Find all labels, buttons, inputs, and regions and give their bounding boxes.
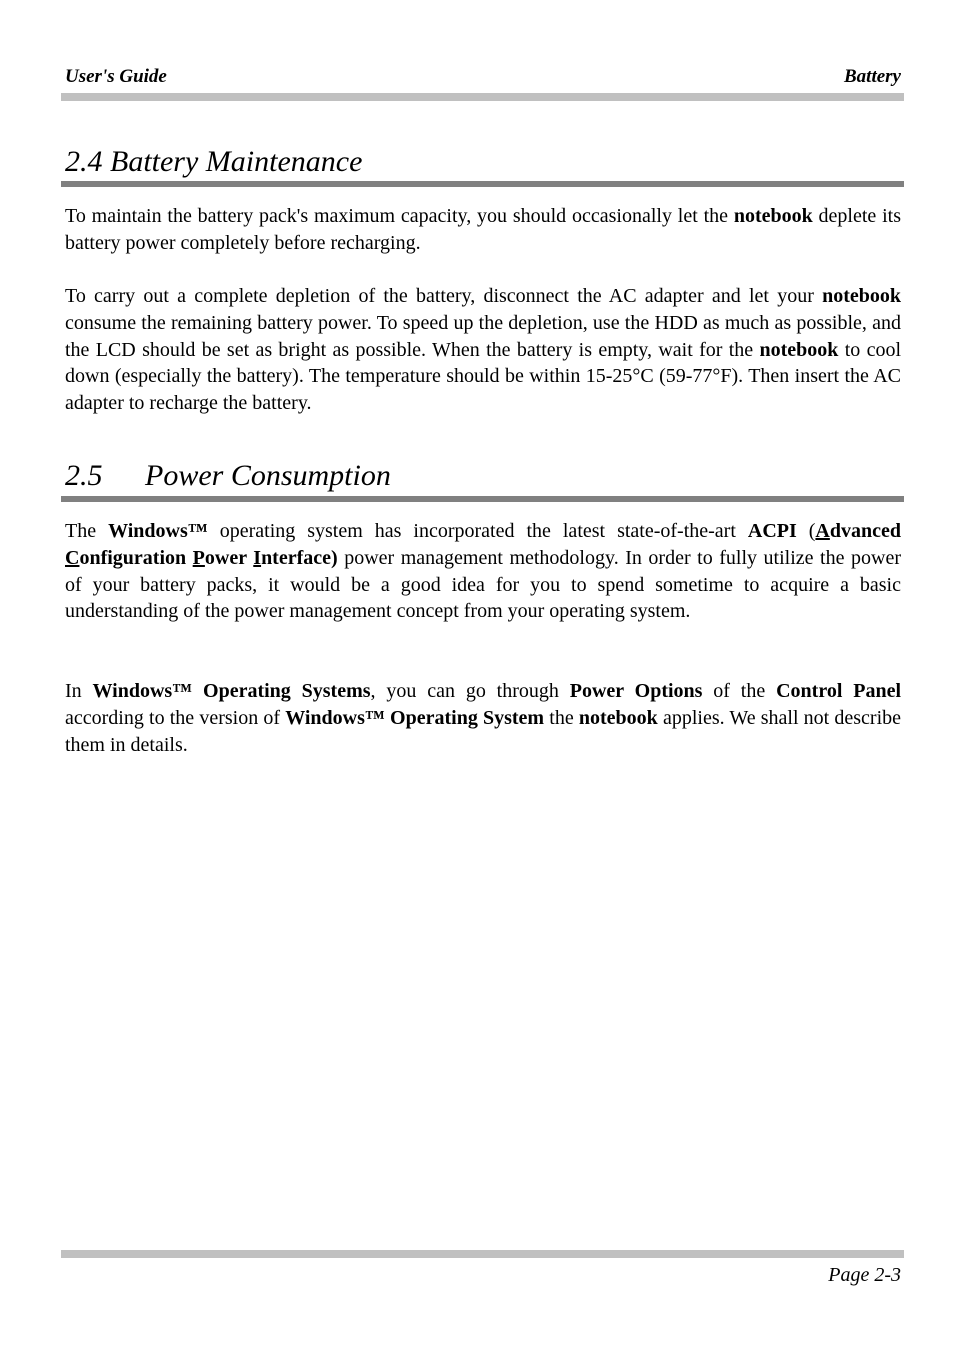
- paragraph-acpi: [65, 518, 901, 625]
- footer-rule: [61, 1250, 904, 1258]
- bold-term: Windows™ Operating Systems: [92, 680, 371, 702]
- text-run: To carry out a complete depletion of the battery, disconnect the AC adapter and let your: [65, 285, 823, 307]
- underlined-letter: C: [65, 546, 80, 569]
- section-rule: [61, 496, 904, 502]
- text-run: to cool down (especially the battery). The temperature should be within 15-25°C (59-77°F). Then insert the AC adapter to recharge the battery.: [65, 338, 901, 415]
- header-rule: [61, 93, 904, 101]
- paragraph-depletion-procedure: [65, 283, 901, 417]
- text-run: consume the remaining battery power. To speed up the depletion, use the HDD as much as possible, and the LCD should be set as bright as possible. When the battery is empty, wait for the: [65, 311, 901, 361]
- section-rule: [61, 181, 904, 187]
- bold-term: notebook: [578, 706, 658, 729]
- text-run: the: [544, 706, 579, 729]
- section-title: Battery Maintenance: [110, 145, 363, 178]
- header-right-title: Battery: [844, 66, 901, 87]
- text-run: operating system has incorporated the latest state-of-the-art: [207, 520, 748, 542]
- underlined-letter: P: [192, 546, 205, 569]
- section-number: 2.5: [65, 459, 103, 492]
- section-heading-battery-maintenance: [65, 144, 362, 180]
- text-run: onfiguration: [79, 546, 193, 569]
- underlined-letter: I: [253, 546, 262, 569]
- bold-term: notebook: [759, 338, 839, 361]
- text-run: of the: [702, 680, 777, 702]
- text-run: according to the version of: [65, 706, 286, 729]
- text-run: power management methodology. In order to fully utilize the power of your battery packs, it would be a good idea for you to spend sometime to acquire a basic understanding of the power management concept from your operating system.: [65, 546, 901, 623]
- bold-term: Windows™ Operating System: [285, 706, 545, 729]
- bold-term: Control Panel: [776, 680, 902, 702]
- bold-term: notebook: [822, 285, 901, 307]
- section-heading-power-consumption: [65, 458, 391, 494]
- bold-term: ACPI: [747, 520, 797, 542]
- text-run: (: [796, 520, 816, 542]
- text-run: nterface): [261, 546, 338, 569]
- text-run: In: [65, 680, 93, 702]
- underlined-letter: A: [815, 520, 830, 542]
- text-run: The: [65, 520, 109, 542]
- bold-term: notebook: [733, 205, 813, 227]
- page-number: Page 2-3: [828, 1264, 901, 1286]
- text-run: applies. We shall not describe them in details.: [65, 706, 902, 756]
- paragraph-battery-depletion: [65, 203, 901, 257]
- text-run: dvanced: [829, 520, 901, 542]
- section-title: Power Consumption: [145, 459, 391, 492]
- section-number: 2.4: [65, 145, 103, 178]
- paragraph-power-options: [65, 678, 901, 758]
- text-run: , you can go through: [370, 680, 570, 702]
- text-run: deplete its battery power completely before recharging.: [65, 205, 902, 254]
- text-run: To maintain the battery pack's maximum capacity, you should occasionally let the: [65, 205, 734, 227]
- bold-term: Windows™: [108, 520, 208, 542]
- text-run: ower: [204, 546, 254, 569]
- bold-term: Power Options: [569, 680, 703, 702]
- header-left-title: User's Guide: [65, 66, 167, 87]
